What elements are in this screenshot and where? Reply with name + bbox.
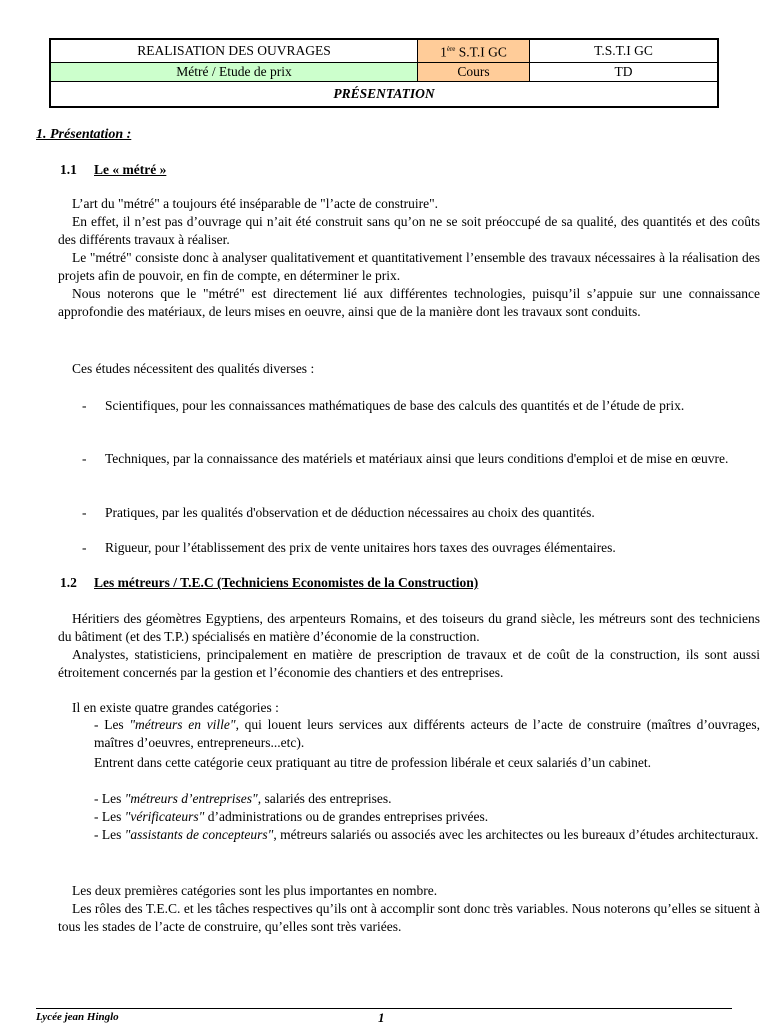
footer-page-number: 1 (378, 1010, 385, 1025)
header-presentation: PRÉSENTATION (50, 81, 718, 107)
paragraph-line: Les deux premières catégories sont les plus importantes en nombre. (72, 883, 438, 898)
bullet-item (82, 504, 760, 522)
bullet-item (82, 397, 760, 415)
header-table (49, 38, 719, 108)
bullet-item (82, 450, 760, 468)
paragraph-conclusion (58, 882, 760, 936)
section-1-2-title: Les métreurs / T.E.C (Techniciens Economistes de la Construction) (94, 575, 479, 590)
bullet-dash: - (82, 398, 87, 413)
bullet-text: Techniques, par la connaissance des matériels et matériaux ainsi que leurs conditions d'emploi et de mise en œuvre. (105, 451, 729, 466)
category-item: - Les "métreurs d’entreprises", salariés des entreprises. (94, 791, 392, 806)
bullet-text: Scientifiques, pour les connaissances mathématiques de base des calculs des quantités et de l’étude de prix. (105, 398, 685, 413)
header-class-1: 1ère S.T.I GC (418, 39, 530, 62)
paragraph-line: Le "métré" consiste donc à analyser qualitativement et quantitativement l’ensemble des travaux nécessaires à la réalisation des projets afin de pouvoir, en fin de compte, en déterminer le prix. (58, 250, 760, 283)
section-1-1-number: 1.1 (60, 162, 77, 177)
bullet-dash: - (82, 451, 87, 466)
header-class-2: T.S.T.I GC (530, 39, 719, 62)
section-1-1-title: Le « métré » (94, 162, 167, 177)
paragraph-line: En effet, il n’est pas d’ouvrage qui n’ait été construit sans qu’on ne se soit préoccupé de sa qualité, des quantités et des coûts des différents travaux à réaliser. (58, 214, 760, 247)
paragraph-metre (58, 195, 760, 321)
categories-intro: Il en existe quatre grandes catégories : (72, 700, 279, 715)
section-1-1-heading (60, 162, 166, 178)
header-subject: Métré / Etude de prix (50, 62, 418, 81)
paragraph-line: Nous noterons que le "métré" est directement lié aux différentes technologies, puisqu’il s’appuie sur une connaissance approfondie des matériaux, de leurs mises en oeuvre, ainsi que de la manière dont les travaux sont conduits. (58, 286, 760, 319)
section-1-2-number: 1.2 (60, 575, 77, 590)
paragraph-line: Analystes, statisticiens, principalement en matière de prescription de travaux et de coût de la construction, ils sont aussi étroitement concernés par la gestion et l’économie des chantiers et des entreprises. (58, 647, 760, 680)
category-item: - Les "vérificateurs" d’administrations ou de grandes entreprises privées. (94, 809, 489, 824)
bullet-dash: - (82, 540, 87, 555)
header-td: TD (530, 62, 719, 81)
bullet-text: Pratiques, par les qualités d'observation et de déduction nécessaires au choix des quantités. (105, 505, 595, 520)
footer-divider (36, 1008, 732, 1009)
bullet-dash: - (82, 505, 87, 520)
section-1-2-heading (60, 575, 478, 591)
bullet-item (82, 539, 760, 557)
paragraph-line: Héritiers des géomètres Egyptiens, des arpenteurs Romains, et des toiseurs du grand siècle, les métreurs sont des techniciens du bâtiment (et des T.P.) spécialisés en matière d’économie de la construction. (58, 611, 760, 644)
paragraph-line: Les rôles des T.E.C. et les tâches respectives qu’ils ont à accomplir sont donc très variables. Nous noterons qu’elles se situent à tous les stades de l’acte de construire, qu’elles sont très variées. (58, 901, 760, 934)
section-1-title: 1. Présentation : (36, 127, 132, 142)
bullet-text: Rigueur, pour l’établissement des prix de vente unitaires hors taxes des ouvrages élémentaires. (105, 540, 616, 555)
header-cours: Cours (418, 62, 530, 81)
category-note: Entrent dans cette catégorie ceux pratiquant au titre de profession libérale et ceux salariés d’un cabinet. (94, 755, 652, 770)
category-item: - Les "métreurs en ville", qui louent leurs services aux différents acteurs de l’acte de construire (maîtres d’ouvrages, maîtres d’oeuvres, entrepreneurs...etc). (94, 717, 761, 750)
qualities-intro: Ces études nécessitent des qualités diverses : (72, 361, 315, 376)
category-item: - Les "assistants de concepteurs", métreurs salariés ou associés avec les architectes ou les bureaux d’études architecturaux. (94, 827, 759, 842)
header-title: REALISATION DES OUVRAGES (50, 39, 418, 62)
footer-school: Lycée jean Hinglo (36, 1011, 119, 1023)
paragraph-line: L’art du "métré" a toujours été inséparable de "l’acte de construire". (72, 196, 439, 211)
paragraph-metreurs (58, 610, 760, 682)
